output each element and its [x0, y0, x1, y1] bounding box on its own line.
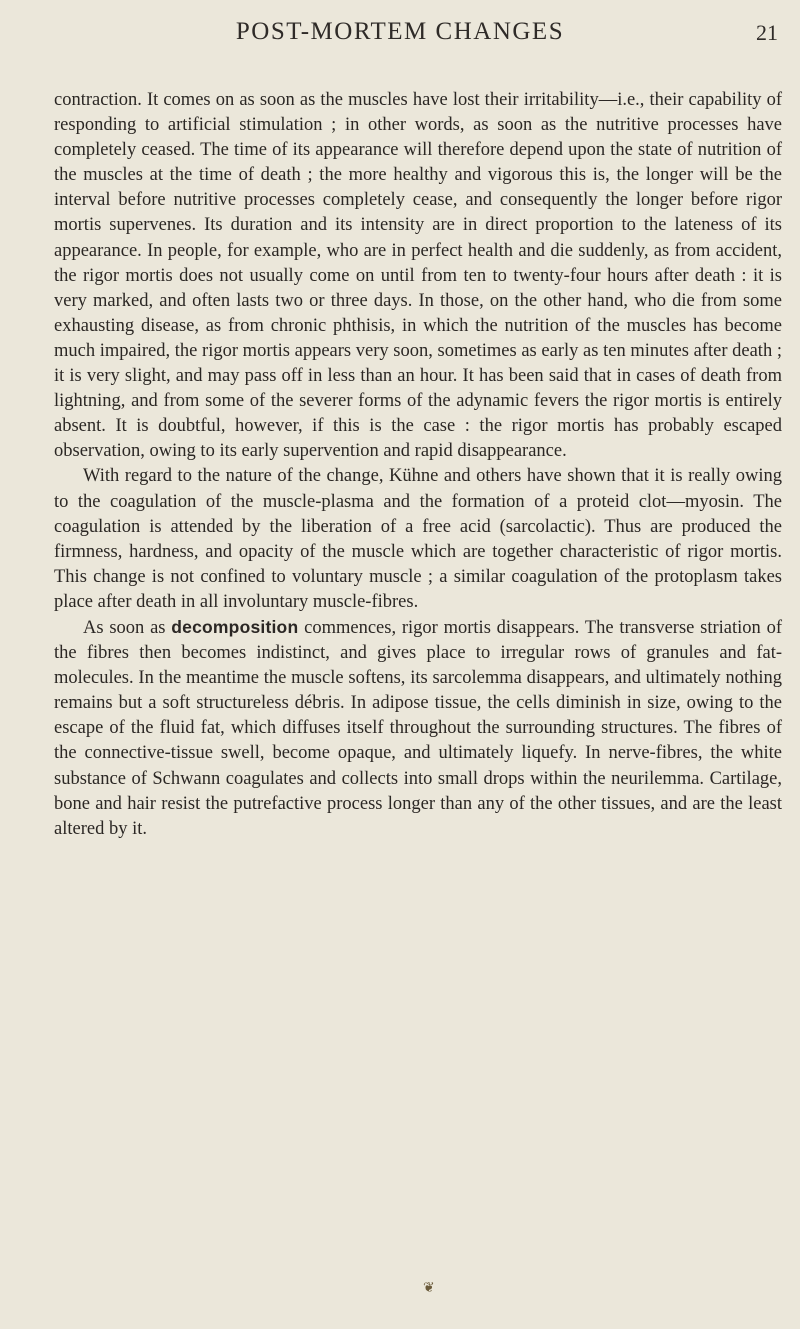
paragraph-3	[54, 615, 782, 842]
running-title: POST-MORTEM CHANGES	[235, 18, 565, 45]
paragraph-3-lead: As soon as	[83, 617, 172, 638]
paragraph-2: With regard to the nature of the change, Kühne and others have shown that it is really owing to the coagulation of the muscle-plasma and the formation of a proteid clot—myosin. The coagulation is attended by the liberation of a free acid (sarcolactic). Thus are produced the firmness, hardness, and opacity of the muscle which are together characteristic of rigor mortis. This change is not confined to voluntary muscle ; a similar coagulation of the protoplasm takes place after death in all involuntary muscle-fibres.	[54, 466, 782, 612]
paragraph-1: contraction. It comes on as soon as the muscles have lost their irritability—i.e., their capability of responding to artificial stimulation ; in other words, as soon as the nutritive processes have completely ceased. The time of its appearance will therefore depend upon the state of nutrition of the muscles at the time of death ; the more healthy and vigorous this is, the longer will be the interval before nutritive processes completely cease, and consequently the longer before rigor mortis supervenes. Its duration and its intensity are in direct proportion to the lateness of its appearance. In people, for example, who are in perfect health and die suddenly, as from accident, the rigor mortis does not usually come on until from ten to twenty-four hours after death : it is very marked, and often lasts two or three days. In those, on the other hand, who die from some exhausting disease, as from chronic phthisis, in which the nutrition of the muscles has become much impaired, the rigor mortis appears very soon, sometimes as early as ten minutes after death ; it is very slight, and may pass off in less than an hour. It has been said that in cases of death from lightning, and from some of the severer forms of the adynamic fevers the rigor mortis is entirely absent. It is doubtful, however, if this is the case : the rigor mortis has probably escaped observation, owing to its early supervention and rapid disappearance.	[54, 90, 782, 462]
paragraph-3-text: commences, rigor mortis disappears. The transverse striation of the fibres then becomes indistinct, and gives place to irregular rows of granules and fat-molecules. In the meantime the muscle softens, its sarcolemma disappears, and ultimately nothing remains but a soft structureless débris. In adipose tissue, the cells diminish in size, owing to the escape of the fluid fat, which diffuses itself throughout the surrounding structures. The fibres of the connective-tissue swell, become opaque, and ultimately liquefy. In nerve-fibres, the white substance of Schwann coagulates and collects into small drops within the neurilemma. Cartilage, bone and hair resist the putrefactive process longer than any of the other tissues, and are the least altered by it.	[54, 617, 782, 839]
page-number: 21	[756, 20, 778, 45]
printer-mark: ❦	[423, 1280, 435, 1296]
body-text	[54, 88, 782, 842]
running-head	[0, 18, 800, 58]
keyword-decomposition: decomposition	[171, 616, 299, 637]
